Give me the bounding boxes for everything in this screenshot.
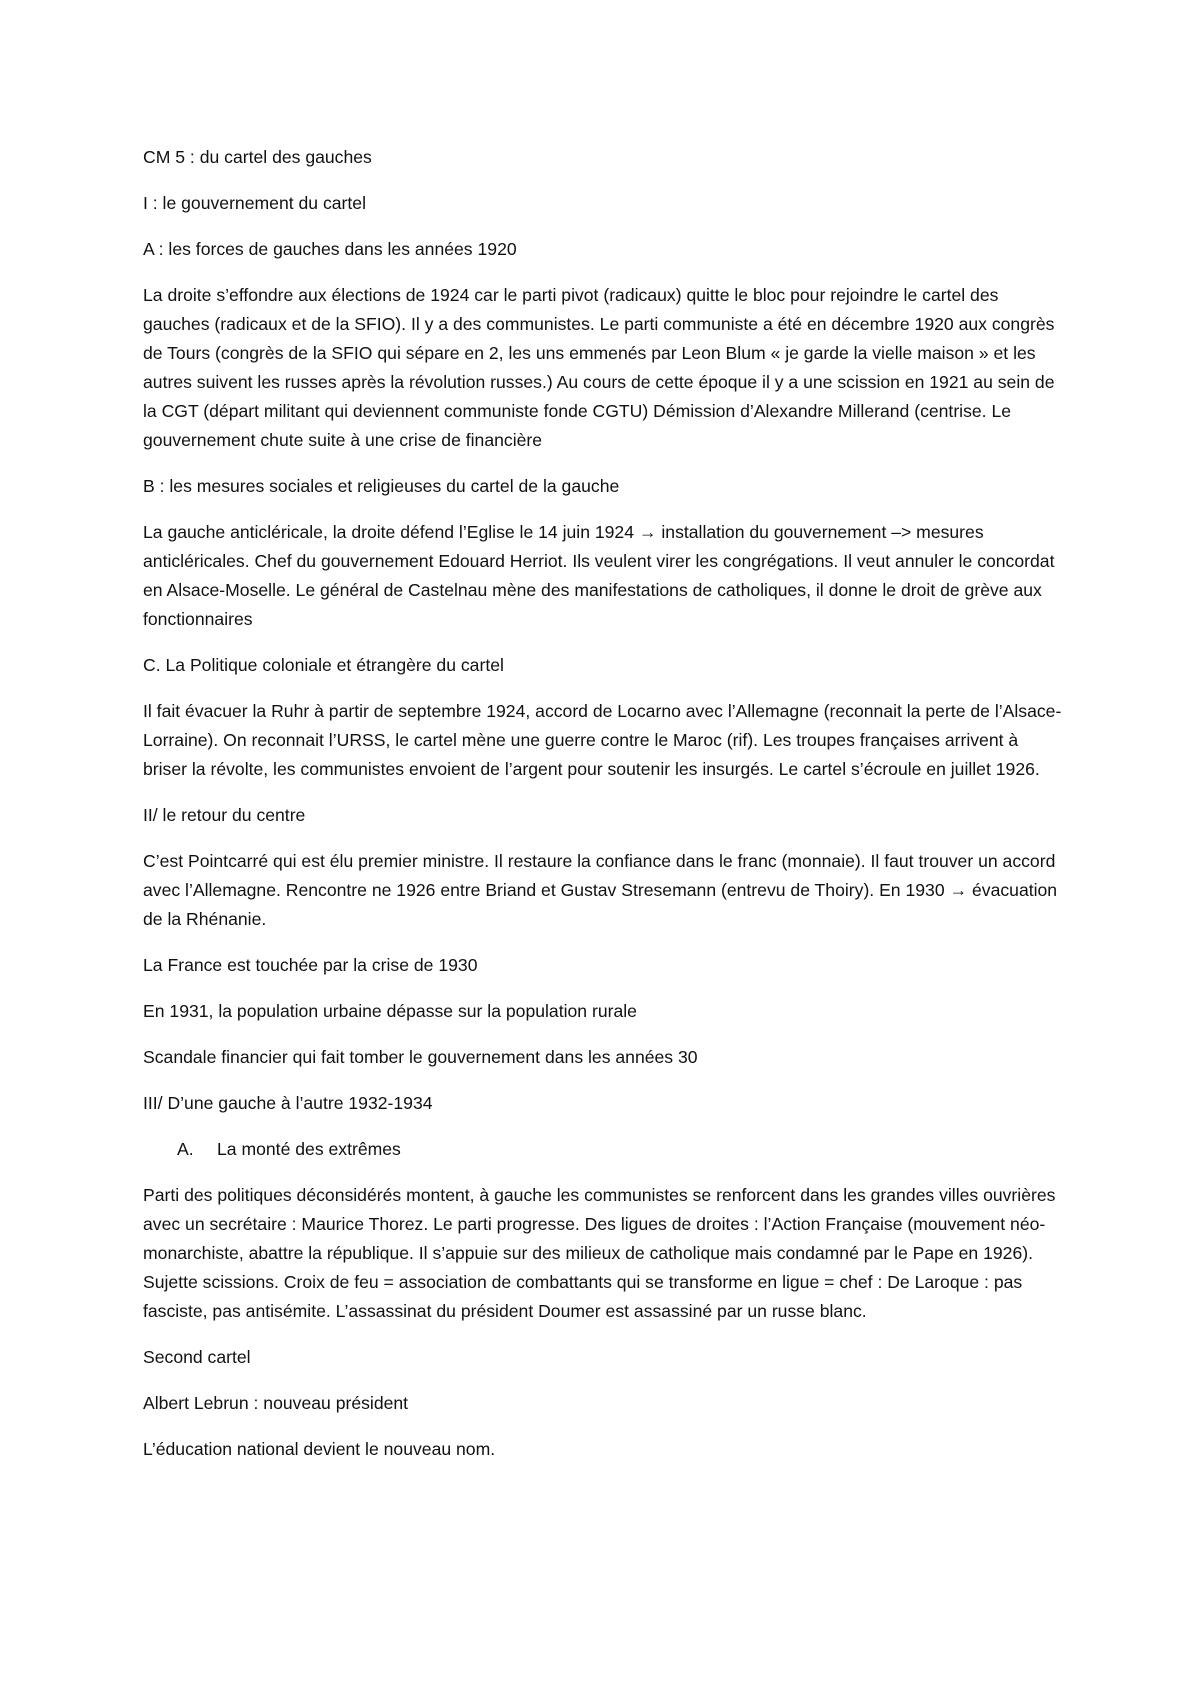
text-line-1: La France est touchée par la crise de 1930 — [143, 955, 478, 975]
text-line-4: Second cartel — [143, 1347, 251, 1367]
section-3-heading: III/ D’une gauche à l’autre 1932-1934 — [143, 1093, 433, 1113]
text-line-6: L’éducation national devient le nouveau nom. — [143, 1439, 496, 1459]
document-title: CM 5 : du cartel des gauches — [143, 147, 372, 167]
section-1-heading: I : le gouvernement du cartel — [143, 193, 366, 213]
text-line-5: Albert Lebrun : nouveau président — [143, 1393, 409, 1413]
subsection-c-heading: C. La Politique coloniale et étrangère du cartel — [143, 655, 504, 675]
list-item-text: La monté des extrêmes — [217, 1139, 401, 1159]
section-2-heading: II/ le retour du centre — [143, 805, 306, 825]
text-line-3: Scandale financier qui fait tomber le gouvernement dans les années 30 — [143, 1047, 698, 1067]
list-item — [143, 1135, 1063, 1164]
text-line-2: En 1931, la population urbaine dépasse sur la population rurale — [143, 1001, 637, 1021]
paragraph-e: Parti des politiques déconsidérés montent, à gauche les communistes se renforcent dans les grandes villes ouvrières avec un secrétaire : Maurice Thorez. Le parti progresse. Des ligues de droites : l’Action Française (mouvement néo-monarchiste, abattre la république. Il s’appuie sur des milieux de catholique mais condamné par le Pape en 1926). Sujette scissions. Croix de feu = association de combattants qui se transforme en ligue = chef : De Laroque : pas fasciste, pas antisémite. L’assassinat du président Doumer est assassiné par un russe blanc. — [143, 1185, 1056, 1321]
list-marker: A. — [177, 1139, 194, 1159]
subsection-a-heading: A : les forces de gauches dans les années 1920 — [143, 239, 517, 259]
subsection-b-heading: B : les mesures sociales et religieuses du cartel de la gauche — [143, 476, 620, 496]
paragraph-a: La droite s’effondre aux élections de 1924 car le parti pivot (radicaux) quitte le bloc pour rejoindre le cartel des gauches (radicaux et de la SFIO). Il y a des communistes. Le parti communiste a été en décembre 1920 aux congrès de Tours (congrès de la SFIO qui sépare en 2, les uns emmenés par Leon Blum « je garde la vielle maison » et les autres suivent les russes après la révolution russes.) Au cours de cette époque il y a une scission en 1921 au sein de la CGT (départ militant qui deviennent communiste fonde CGTU) Démission d’Alexandre Millerand (centrise. Le gouvernement chute suite à une crise de financière — [143, 285, 1055, 450]
paragraph-b: La gauche anticléricale, la droite défend l’Eglise le 14 juin 1924 → installation du gouvernement –> mesures anticléricales. Chef du gouvernement Edouard Herriot. Ils veulent virer les congrégations. Il veut annuler le concordat en Alsace-Moselle. Le général de Castelnau mène des manifestations de catholiques, il donne le droit de grève aux fonctionnaires — [143, 522, 1055, 629]
paragraph-d: C’est Pointcarré qui est élu premier ministre. Il restaure la confiance dans le franc (monnaie). Il faut trouver un accord avec l’Allemagne. Rencontre ne 1926 entre Briand et Gustav Stresemann (entrevu de Thoiry). En 1930 → évacuation de la Rhénanie. — [143, 851, 1058, 929]
document-body — [143, 143, 1063, 1481]
paragraph-c: Il fait évacuer la Ruhr à partir de septembre 1924, accord de Locarno avec l’Allemagne (reconnait la perte de l’Alsace-Lorraine). On reconnait l’URSS, le cartel mène une guerre contre le Maroc (rif). Les troupes françaises arrivent à briser la révolte, les communistes envoient de l’argent pour soutenir les insurgés. Le cartel s’écroule en juillet 1926. — [143, 701, 1062, 779]
